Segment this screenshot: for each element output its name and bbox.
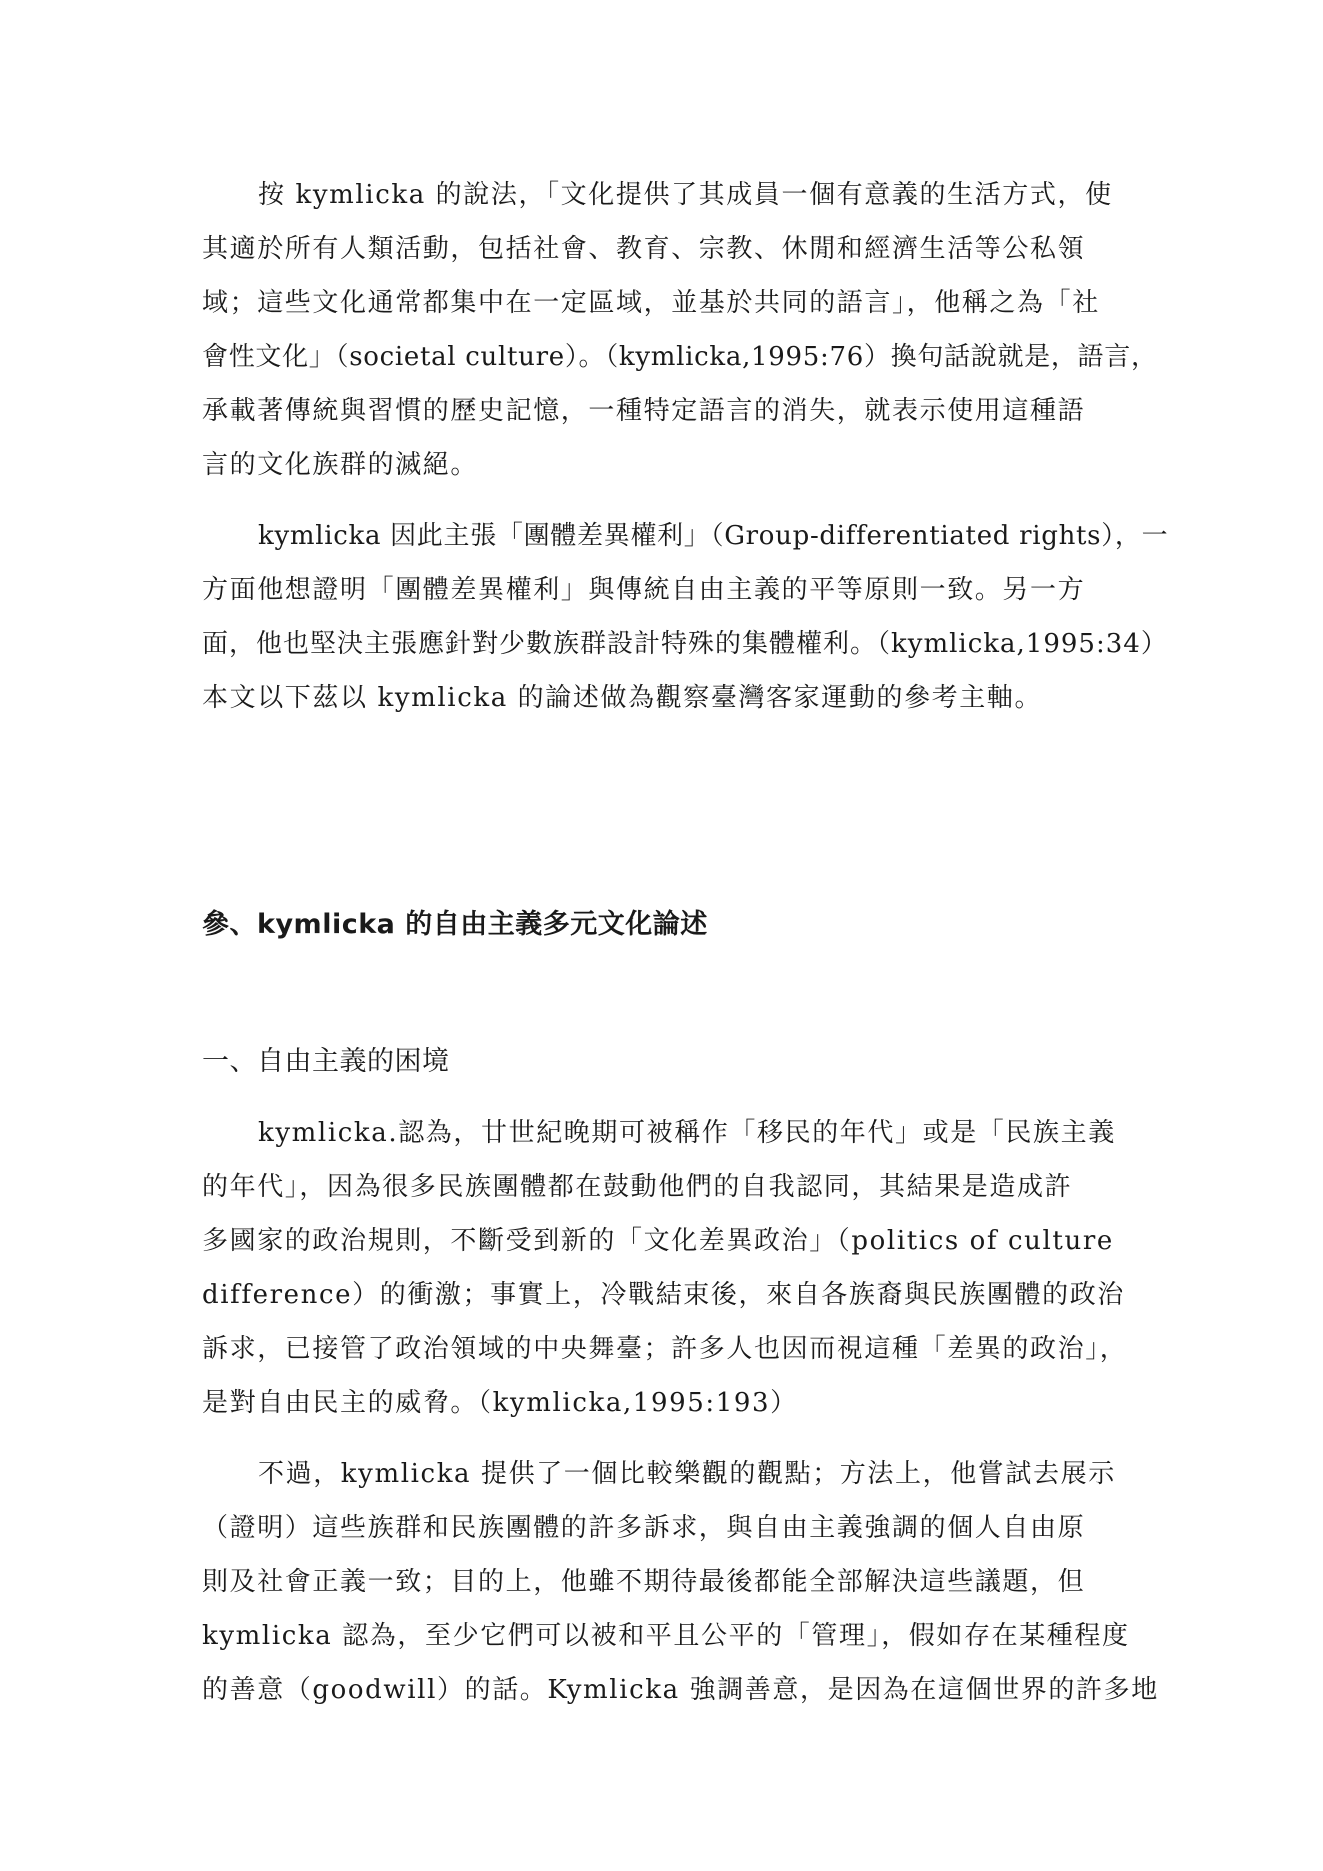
paragraph-line: 的年代」，因為很多民族團體都在鼓動他們的自我認同，其結果是造成許 <box>202 1172 1073 1202</box>
paragraph-line: difference）的衝激；事實上，冷戰結束後，來自各族裔與民族團體的政治 <box>202 1280 1125 1310</box>
paragraph-line: 方面他想證明「團體差異權利」與傳統自由主義的平等原則一致。另一方 <box>202 575 1086 605</box>
paragraph-line: 則及社會正義一致；目的上，他雖不期待最後都能全部解決這些議題，但 <box>202 1567 1086 1597</box>
paragraph-line: kymlicka.認為，廿世紀晚期可被稱作「移民的年代」或是「民族主義 <box>258 1118 1116 1148</box>
paragraph-line: 的善意（goodwill）的話。Kymlicka 強調善意，是因為在這個世界的許多地 <box>202 1675 1159 1705</box>
subsection-heading: 一、自由主義的困境 <box>202 1046 450 1077</box>
paragraph-line: 面，他也堅決主張應針對少數族群設計特殊的集體權利。（kymlicka,1995:34） <box>202 629 1168 659</box>
paragraph-line: 域；這些文化通常都集中在一定區域，並基於共同的語言」，他稱之為「社 <box>202 288 1100 318</box>
paragraph-line: kymlicka 認為，至少它們可以被和平且公平的「管理」，假如存在某種程度 <box>202 1621 1130 1651</box>
paragraph-line: 本文以下茲以 kymlicka 的論述做為觀察臺灣客家運動的參考主軸。 <box>202 683 1043 713</box>
paragraph-line: 多國家的政治規則，不斷受到新的「文化差異政治」（politics of culture <box>202 1226 1114 1256</box>
paragraph-line: 其適於所有人類活動，包括社會、教育、宗教、休閒和經濟生活等公私領 <box>202 234 1086 264</box>
paragraph-line: 言的文化族群的滅絕。 <box>202 450 479 480</box>
paragraph-line: 是對自由民主的威脅。（kymlicka,1995:193） <box>202 1388 798 1418</box>
paragraph-line: 會性文化」（societal culture）。（kymlicka,1995:76）換句話說就是，語言， <box>202 342 1158 372</box>
paragraph-line: 按 kymlicka 的說法，「文化提供了其成員一個有意義的生活方式，使 <box>258 180 1113 210</box>
section-heading: 參、kymlicka 的自由主義多元文化論述 <box>202 909 708 940</box>
paragraph-line: （證明）這些族群和民族團體的許多訴求，與自由主義強調的個人自由原 <box>202 1513 1086 1543</box>
paragraph-line: 承載著傳統與習慣的歷史記憶，一種特定語言的消失，就表示使用這種語 <box>202 396 1086 426</box>
paragraph-line: kymlicka 因此主張「團體差異權利」（Group-differentiated rights），一 <box>258 521 1169 551</box>
paragraph-line: 不過，kymlicka 提供了一個比較樂觀的觀點；方法上，他嘗試去展示 <box>258 1459 1116 1489</box>
paragraph-line: 訴求，已接管了政治領域的中央舞臺；許多人也因而視這種「差異的政治」， <box>202 1334 1128 1364</box>
